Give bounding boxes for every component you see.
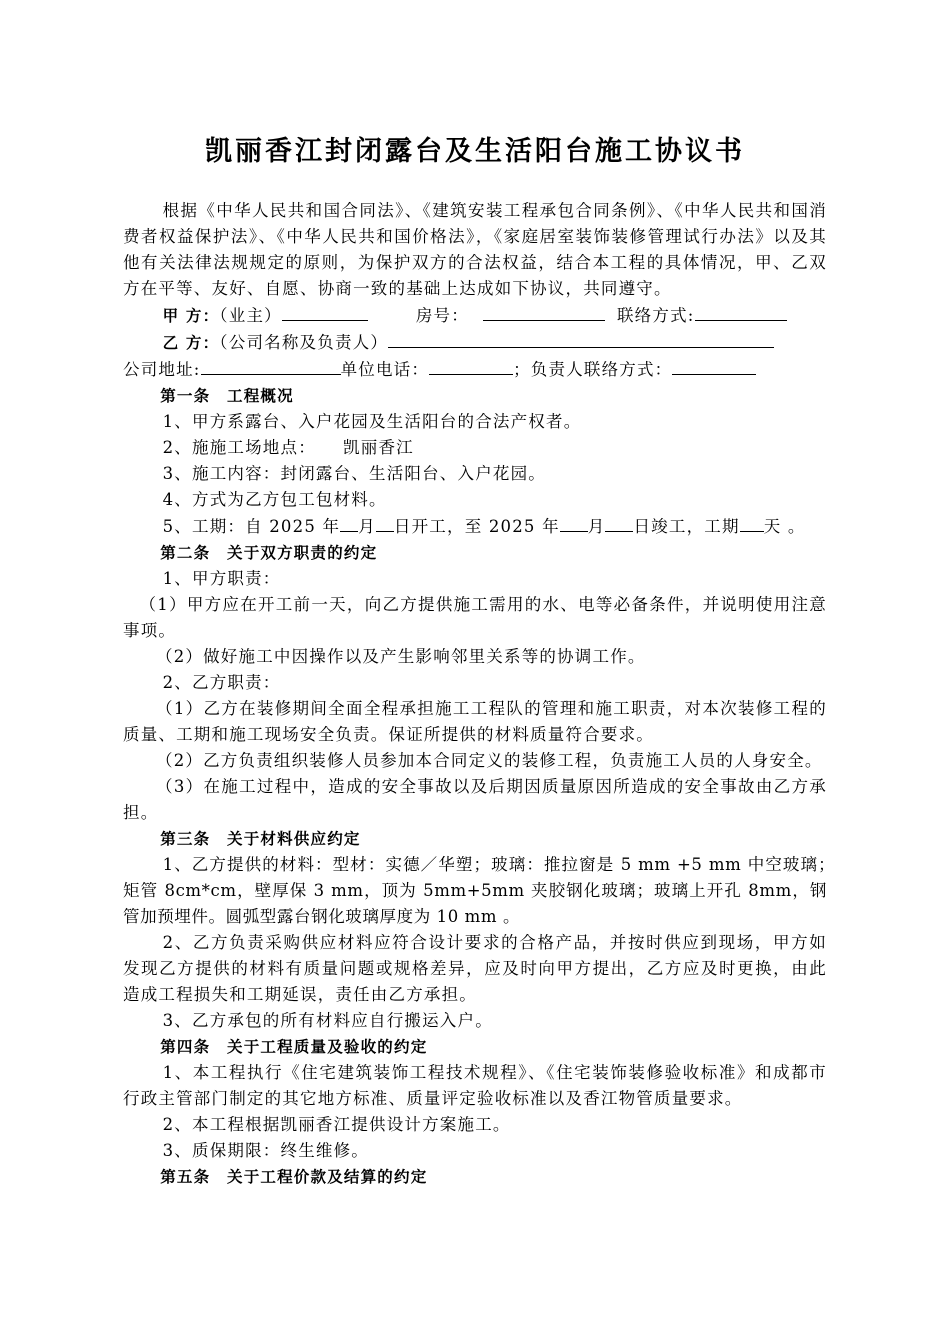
start-month-blank[interactable] <box>340 513 358 532</box>
period-text-f: 天 。 <box>763 517 806 536</box>
party-a-contact-label: 联络方式: <box>616 306 695 325</box>
party-a-name-blank[interactable] <box>282 302 368 321</box>
document-body <box>123 198 845 1190</box>
room-label: 房号： <box>415 306 469 325</box>
s1-item-3: 3、施工内容：封闭露台、生活阳台、入户花园。 <box>162 464 546 483</box>
end-day-blank[interactable] <box>605 513 633 532</box>
s1-item-4: 4、方式为乙方包工包材料。 <box>162 490 387 509</box>
s2-b3: （3）在施工过程中，造成的安全事故以及后期因质量原因所造成的安全事故由乙方承担。 <box>123 777 827 822</box>
duration-blank[interactable] <box>740 513 764 532</box>
room-blank[interactable] <box>483 302 605 321</box>
s3-item-3: 3、乙方承包的所有材料应自行搬运入户。 <box>162 1011 493 1030</box>
end-month-blank[interactable] <box>560 513 588 532</box>
section-3-heading: 第三条 关于材料供应约定 <box>160 830 361 848</box>
section-2-heading: 第二条 关于双方职责的约定 <box>160 544 378 562</box>
party-a-line <box>123 302 827 329</box>
s1-item-1: 1、甲方系露台、入户花园及生活阳台的合法产权者。 <box>162 412 582 431</box>
intro-paragraph: 根据《中华人民共和国合同法》、《建筑安装工程承包合同条例》、《中华人民共和国消费者权益保护法》、《中华人民共和国价格法》，《家庭居室装饰装修管理试行办法》以及其他有关法律法规规定的原则，为保护双方的合法权益，结合本工程的具体情况，甲、乙双方在平等、友好、自愿、协商一致的基础上达成如下协议，共同遵守。 <box>123 201 827 298</box>
s2-b2: （2）乙方负责组织装修人员参加本合同定义的装修工程，负责施工人员的人身安全。 <box>156 751 823 770</box>
party-b-name-blank[interactable] <box>388 329 774 348</box>
party-a-label: 甲 方： <box>162 307 220 325</box>
document-title: 凯丽香江封闭露台及生活阳台施工协议书 <box>205 136 745 167</box>
section-1-heading: 第一条 工程概况 <box>160 387 294 405</box>
company-address-label: 公司地址: <box>123 360 201 379</box>
party-b-label: 乙 方： <box>162 334 220 352</box>
s4-item-3: 3、质保期限：终生维修。 <box>162 1141 369 1160</box>
s1-item-5 <box>123 513 827 540</box>
party-b-line <box>123 329 827 356</box>
section-5-heading: 第五条 关于工程价款及结算的约定 <box>160 1168 428 1186</box>
party-a-role: （业主） <box>219 306 282 325</box>
section-4-heading: 第四条 关于工程质量及验收的约定 <box>160 1038 428 1056</box>
company-contact-label: 负责人联络方式： <box>530 360 673 379</box>
period-text-b: 月 <box>358 517 376 536</box>
company-separator: ； <box>513 360 531 379</box>
s4-item-1: 1、本工程执行《住宅建筑装饰工程技术规程》、《住宅装饰装修验收标准》和成都市行政主管部门制定的其它地方标准、质量评定验收标准以及香江物管质量要求。 <box>123 1063 827 1108</box>
period-text-d: 月 <box>587 517 606 536</box>
company-address-blank[interactable] <box>201 356 341 375</box>
s2-party-b-duties: 2、乙方职责： <box>162 673 281 692</box>
company-contact-blank[interactable] <box>672 356 756 375</box>
s2-party-a-duties: 1、甲方职责： <box>162 569 281 588</box>
party-a-contact-blank[interactable] <box>695 302 787 321</box>
s2-b1: （1）乙方在装修期间全面全程承担施工工程队的管理和施工职责，对本次装修工程的质量、工期和施工现场安全负责。保证所提供的材料质量符合要求。 <box>123 699 827 744</box>
s2-a1: （1）甲方应在开工前一天，向乙方提供施工需用的水、电等必备条件，并说明使用注意事项。 <box>123 595 827 640</box>
s1-item-2: 2、施施工场地点： 凯丽香江 <box>162 438 414 457</box>
company-line <box>123 356 827 383</box>
party-b-role: （公司名称及负责人） <box>219 333 389 352</box>
s4-item-2: 2、本工程根据凯丽香江提供设计方案施工。 <box>162 1115 511 1134</box>
company-phone-blank[interactable] <box>429 356 513 375</box>
period-text-e: 日竣工，工期 <box>633 517 740 536</box>
s3-item-2: 2、乙方负责采购供应材料应符合设计要求的合格产品，并按时供应到现场，甲方如发现乙方提供的材料有质量问题或规格差异，应及时向甲方提出，乙方应及时更换，由此造成工程损失和工期延误，责任由乙方承担。 <box>123 933 827 1004</box>
period-text-a: 5、工期：自 2025 年 <box>162 517 341 536</box>
period-text-c: 日开工，至 2025 年 <box>393 517 560 536</box>
start-day-blank[interactable] <box>376 513 394 532</box>
company-phone-label: 单位电话： <box>340 360 430 379</box>
s3-item-1: 1、乙方提供的材料：型材：实德／华塑；玻璃：推拉窗是 5 mm +5 mm 中空玻璃； 矩管 8cm*cm，壁厚保 3 mm，顶为 5mm+5mm 夹胶钢化玻璃；玻璃上开孔 8mm，钢管加预埋件。圆弧型露台钢化玻璃厚度为 10 mm 。 <box>123 855 845 926</box>
s2-a2: （2）做好施工中因操作以及产生影响邻里关系等的协调工作。 <box>156 647 646 666</box>
